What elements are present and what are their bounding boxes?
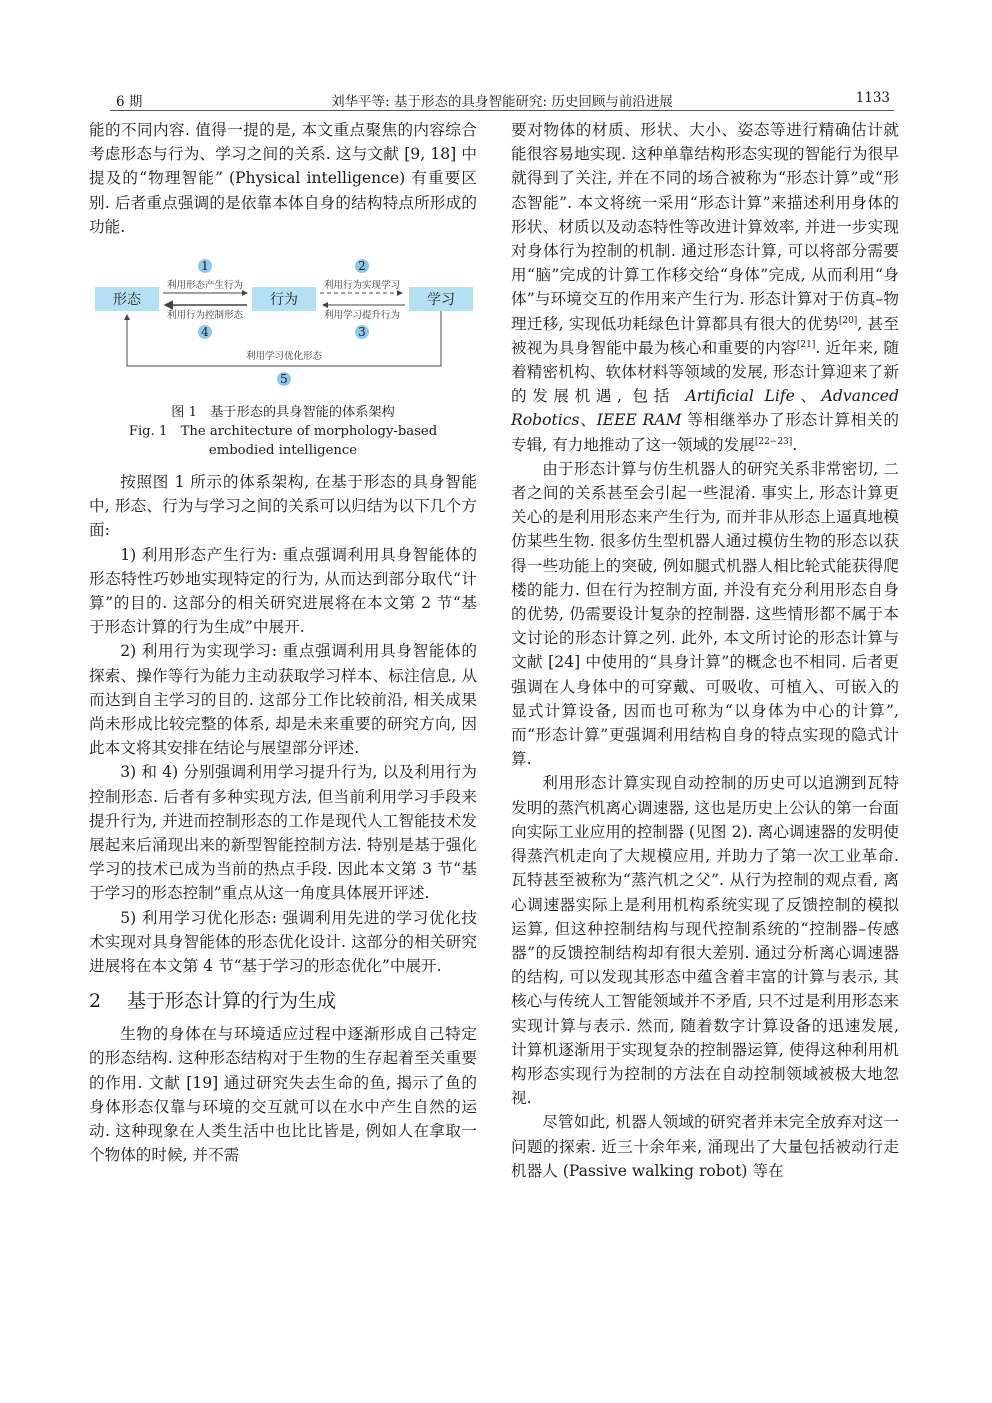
continued-paragraph [511,118,899,457]
citation-20: [20] [838,315,858,326]
section-number: 2 [89,990,102,1013]
badge-1-label: 1 [201,259,209,274]
text-run: . [792,435,798,454]
node-learning: 学习 [427,292,455,309]
badge-4-label: 4 [201,325,209,340]
text-run: 等相继举办了形态计算相关的专辑, 有力地推动了这一领域的发展 [511,411,899,454]
badge-3-label: 3 [358,325,366,340]
list-item-5: 5) 利用学习优化形态: 强调利用先进的学习优化技术实现对具身智能体的形态优化设计. 这部分的相关研究进展将在本文第 4 节“基于学习的形态优化”中展开. [89,908,477,976]
architecture-diagram [89,249,477,397]
page-number: 1133 [855,90,890,106]
section-paragraph: 生物的身体在与环境适应过程中逐渐形成自己特定的形态结构. 这种形态结构对于生物的生存起着至关重要的作用. 文献 [19] 通过研究失去生命的鱼, 揭示了鱼的身体形态仅靠与环境的交互就可以在水中产生自然的运动. 这种现象在人类生活中也比比皆是, 例如人在拿取一个物体的时候, 并不需 [89,1025,477,1165]
separator: 、 [794,387,822,406]
text-run: . 近年来, 随着精密机构、软体材料等领域的发展, 形态计算迎来了新的发展机遇, 包括 [511,338,899,406]
text-run: , 甚至被视为具身智能中最为核心和重要的内容 [511,314,899,357]
paragraph: 利用形态计算实现自动控制的历史可以追溯到瓦特发明的蒸汽机离心调速器, 这也是历史上公认的第一台面向实际工业应用的控制器 (见图 2). 离心调速器的发明使得蒸汽机走向了大规模应用, 并助力了第一次工业革命. 瓦特甚至被称为“蒸汽机之父”. 从行为控制的观点看, 离心调速器实际上是利用机构系统实现了反馈控制的模拟运算, 但这种控制结构与现代控制系统的“控制器–传感器”的反馈控制结构却有很大差别. 通过分析离心调速器的结构, 可以发现其形态中蕴含着丰富的计算与表示, 其核心与传统人工智能领域并不矛盾, 只不过是利用形态来实现计算与表示. 然而, 随着数字计算设备的迅速发展, 计算机逐渐用于实现复杂的控制器运算, 使得这种利用机构形态实现行为控制的方法在自动控制领域被极大地忽视. [511,774,899,1108]
separator: 、 [579,411,597,430]
journal-name: IEEE RAM [596,411,682,430]
intro-paragraph: 能的不同内容. 值得一提的是, 本文重点聚焦的内容综合考虑形态与行为、学习之间的关系. 这与文献 [9, 18] 中提及的“物理智能” (Physical intelligence) 有重要区别. 后者重点强调的是依靠本体自身的结构特点所形成的功能. [89,121,477,236]
caption-english-line-2: embodied intelligence [208,443,358,459]
paragraph: 尽管如此, 机器人领域的研究者并未完全放弃对这一问题的探索. 近三十余年来, 涌现出了大量包括被动行走机器人 (Passive walking robot) 等在 [511,1113,899,1180]
figure-1 [89,249,477,397]
right-column [511,118,899,1183]
running-header [110,88,894,111]
text-run: 要对物体的材质、形状、大小、姿态等进行精确估计就能很容易地实现. 这种单靠结构形态实现的智能行为很早就得到了关注, 并在不同的场合被称为“形态计算”或“形态智能”. 本文将统一采用“形态计算”来描述利用身体的形状、材质以及动态特性等改进计算效率, 并进一步实现对身体行为控制的机制. 通过形态计算, 可以将部分需要用“脑”完成的计算工作移交给“身体”完成, 从而利用“身体”与环境交互的作用来产生行为. 形态计算对于仿真–物理迁移, 实现低功耗绿色计算都具有很大的优势 [511,121,899,333]
citation-22-23: [22−23] [754,436,793,447]
arrow-label-5: 利用学习优化形态 [245,351,323,363]
section-heading [89,988,477,1014]
arrow-label-4: 利用行为控制形态 [166,310,244,322]
journal-name: Artificial Life [685,387,795,406]
arrow-label-2: 利用行为实现学习 [323,280,401,292]
arrow-label-1: 利用形态产生行为 [166,280,244,292]
list-item-3-4: 3) 和 4) 分别强调利用学习提升行为, 以及利用行为控制形态. 后者有多种实现方法, 但当前利用学习手段来提升行为, 并进而控制形态的工作是现代人工智能技术发展起来后涌现出来的新型智能控制方法. 特别是基于强化学习的技术已成为当前的热点手段. 因此本文第 3 节“基于学习的形态控制”重点从这一角度具体展开评述. [89,763,477,903]
list-item-1: 1) 利用形态产生行为: 重点强调利用具身智能体的形态特性巧妙地实现特定的行为, 从而达到部分取代“计算”的目的. 这部分的相关研究进展将在本文第 2 节“基于形态计算的行为生成”中展开. [89,545,477,637]
node-morphology: 形态 [113,292,141,309]
badge-2-label: 2 [358,259,366,274]
figure-caption [89,403,477,460]
list-item-2: 2) 利用行为实现学习: 重点强调利用具身智能体的探索、操作等行为能力主动获取学习样本、标注信息, 从而达到自主学习的目的. 这部分工作比较前沿, 相关成果尚未形成比较完整的体系, 却是未来重要的研究方向, 因此本文将其安排在结论与展望部分评述. [89,642,477,758]
paragraph: 按照图 1 所示的体系架构, 在基于形态的具身智能中, 形态、行为与学习之间的关系可以归结为以下几个方面: [89,473,477,540]
arrow-label-3: 利用学习提升行为 [323,310,401,322]
node-behavior: 行为 [270,292,298,309]
journal-name: Advanced Robotics [511,387,899,430]
caption-chinese: 图 1 基于形态的具身智能的体系架构 [171,405,395,421]
running-title: 刘华平等: 基于形态的具身智能研究: 历史回顾与前沿进展 [331,94,673,110]
citation-21: [21] [796,339,816,350]
issue-label: 6 期 [116,94,143,110]
left-column [89,118,477,1168]
section-title: 基于形态计算的行为生成 [127,990,337,1013]
paragraph: 由于形态计算与仿生机器人的研究关系非常密切, 二者之间的关系甚至会引起一些混淆. 事实上, 形态计算更关心的是利用形态来产生行为, 而并非从形态上逼真地模仿某些生物. 很多仿生型机器人通过模仿生物的形态以获得一些功能上的突破, 例如腿式机器人相比轮式能获得爬楼的能力. 但在行为控制方面, 并没有充分利用形态自身的优势, 仍需要设计复杂的控制器. 这些情形都不属于本文讨论的形态计算之列. 此外, 本文所讨论的形态计算与文献 [24] 中使用的“具身计算”的概念也不相同. 后者更强调在人身体中的可穿戴、可吸收、可植入、可嵌入的显式计算设备, 因而也可称为“以身体为中心的计算”, 而“形态计算”更强调利用结构自身的特点实现的隐式计算. [511,459,899,769]
caption-english-line-1: Fig. 1 The architecture of morphology-based [128,424,438,440]
badge-5-label: 5 [280,372,288,387]
